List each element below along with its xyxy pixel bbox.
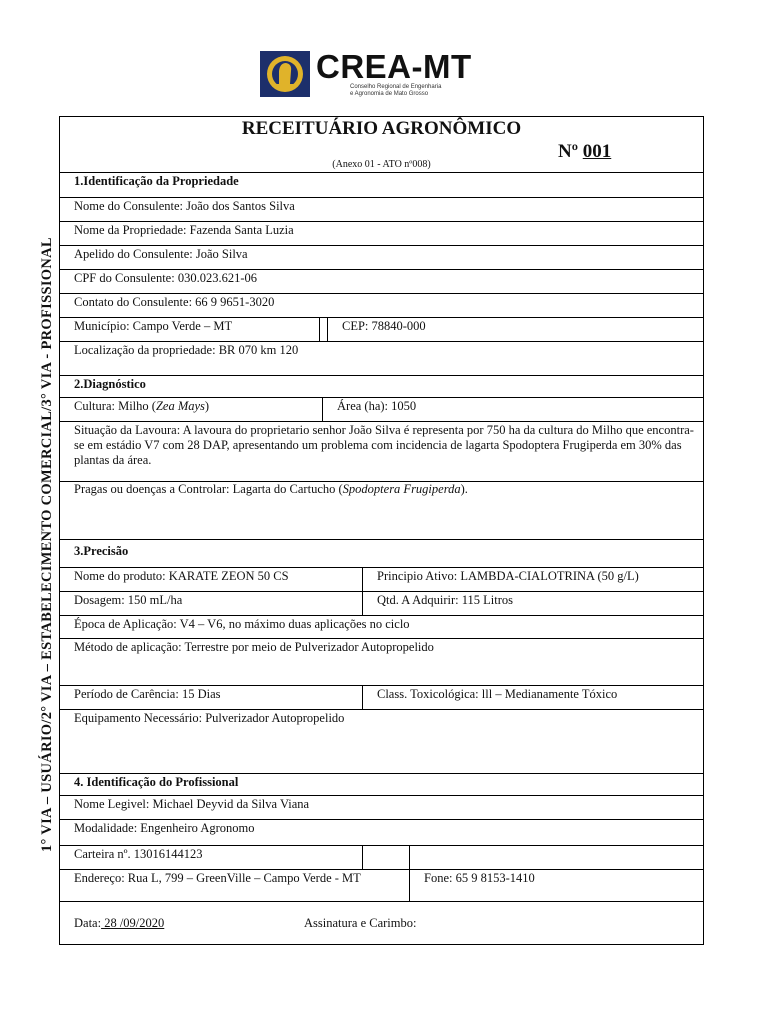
annex-reference: (Anexo 01 - ATO nº008) <box>332 159 431 170</box>
dosage-row <box>60 591 703 615</box>
pests <box>60 481 703 539</box>
nickname-row <box>60 245 703 269</box>
brand-name: CREA-MT <box>316 48 472 85</box>
consultant-nickname: Apelido do Consulente: João Silva <box>74 247 248 261</box>
application-season: Época de Aplicação: V4 – V6, no máximo duas aplicações no ciclo <box>74 617 410 631</box>
property-name: Nome da Propriedade: Fazenda Santa Luzia <box>74 223 294 237</box>
prescription-form <box>59 116 704 945</box>
card-row <box>60 845 703 869</box>
signature-stamp: Assinatura e Carimbo: <box>304 916 417 930</box>
section-4-title: 4. Identificação do Profissional <box>74 775 239 789</box>
address-row <box>60 869 703 901</box>
area: Área (ha): 1050 <box>322 398 705 421</box>
active-ingredient: Principio Ativo: LAMBDA-CIALOTRINA (50 g/L) <box>362 568 705 591</box>
city-row <box>60 317 703 341</box>
section-1-title: 1.Identificação da Propriedade <box>74 174 239 188</box>
grace-period: Período de Carência: 15 Dias <box>74 687 221 701</box>
city: Município: Campo Verde – MT <box>74 319 233 333</box>
cpf-row <box>60 269 703 293</box>
number-value: 001 <box>582 141 612 162</box>
culture <box>60 398 322 421</box>
property-location: Localização da propriedade: BR 070 km 120 <box>74 343 299 357</box>
grace-row <box>60 685 703 709</box>
required-equipment: Equipamento Necessário: Pulverizador Autopropelido <box>74 711 345 725</box>
toxicological-class: Class. Toxicológica: lll – Medianamente Tóxico <box>362 686 705 709</box>
section-2-title: 2.Diagnóstico <box>74 377 146 391</box>
card-spacer <box>362 846 409 869</box>
professional-name: Nome Legivel: Michael Deyvid da Silva Viana <box>74 797 310 811</box>
number-label: Nº <box>558 141 578 162</box>
professional-name-row <box>60 795 703 819</box>
professional-modality: Modalidade: Engenheiro Agronomo <box>74 821 255 835</box>
date-value: 28 /09/2020 <box>101 916 165 930</box>
date-label: Data: <box>74 916 102 930</box>
situation-row <box>60 421 703 481</box>
season-row <box>60 615 703 638</box>
property-name-row <box>60 221 703 245</box>
product-row <box>60 567 703 591</box>
equipment-row <box>60 709 703 773</box>
culture-label: Cultura: Milho ( <box>74 399 156 413</box>
crea-seal-icon <box>260 51 310 97</box>
pests-row <box>60 481 703 539</box>
copies-side-text: 1° VIA – USUÁRIO/2° VIA – ESTABELECIMENTO COMERCIAL/3° VIA - PROFISSIONAL <box>39 237 55 852</box>
crop-situation: Situação da Lavoura: A lavoura do proprietario senhor João Silva é representa por 750 ha da cultura do Milho que encontra-se em estádio V7 com 28 DAP, apresentando um problema com incidencia de lagarta Spodoptera Frugiperda em 30% das plantas da área. <box>74 423 694 467</box>
consultant-name-row <box>60 197 703 221</box>
city-spacer <box>319 318 327 341</box>
contact-row <box>60 293 703 317</box>
s4-header-row <box>60 773 703 795</box>
consultant-name: Nome do Consulente: João dos Santos Silva <box>74 199 295 213</box>
cep: CEP: 78840-000 <box>327 318 705 341</box>
brand-subtitle-2: e Agronomia de Mato Grosso <box>350 91 429 97</box>
s1-header-row <box>60 172 703 197</box>
culture-row <box>60 397 703 421</box>
dosage: Dosagem: 150 mL/ha <box>74 593 183 607</box>
pests-end: ). <box>460 482 468 496</box>
brand-subtitle-1: Conselho Regional de Engenharia <box>350 84 442 90</box>
modality-row <box>60 819 703 845</box>
consultant-contact: Contato do Consulente: 66 9 9651-3020 <box>74 295 275 309</box>
s3-header-row <box>60 539 703 567</box>
method-row <box>60 638 703 685</box>
culture-end: ) <box>204 399 210 413</box>
section-3-title: 3.Precisão <box>74 544 129 558</box>
card-empty <box>409 846 705 869</box>
consultant-cpf: CPF do Consulente: 030.023.621-06 <box>74 271 257 285</box>
pests-scientific-name: Spodoptera Frugiperda <box>342 482 461 496</box>
quantity-to-acquire: Qtd. A Adquirir: 115 Litros <box>362 592 705 615</box>
crea-mt-logo <box>260 50 500 100</box>
application-method: Método de aplicação: Terrestre por meio de Pulverizador Autopropelido <box>74 640 434 654</box>
location-row <box>60 341 703 375</box>
professional-card: Carteira nº. 13016144123 <box>74 847 203 861</box>
culture-scientific-name: Zea Mays <box>155 399 205 413</box>
date-row <box>60 901 703 946</box>
product-name: Nome do produto: KARATE ZEON 50 CS <box>74 569 289 583</box>
form-title: RECEITUÁRIO AGRONÔMICO <box>241 118 522 139</box>
professional-phone: Fone: 65 9 8153-1410 <box>409 870 705 901</box>
pests-label: Pragas ou doenças a Controlar: Lagarta do Cartucho ( <box>74 482 343 496</box>
professional-address: Endereço: Rua L, 799 – GreenVille – Campo Verde - MT <box>74 871 361 885</box>
s2-header-row <box>60 375 703 397</box>
